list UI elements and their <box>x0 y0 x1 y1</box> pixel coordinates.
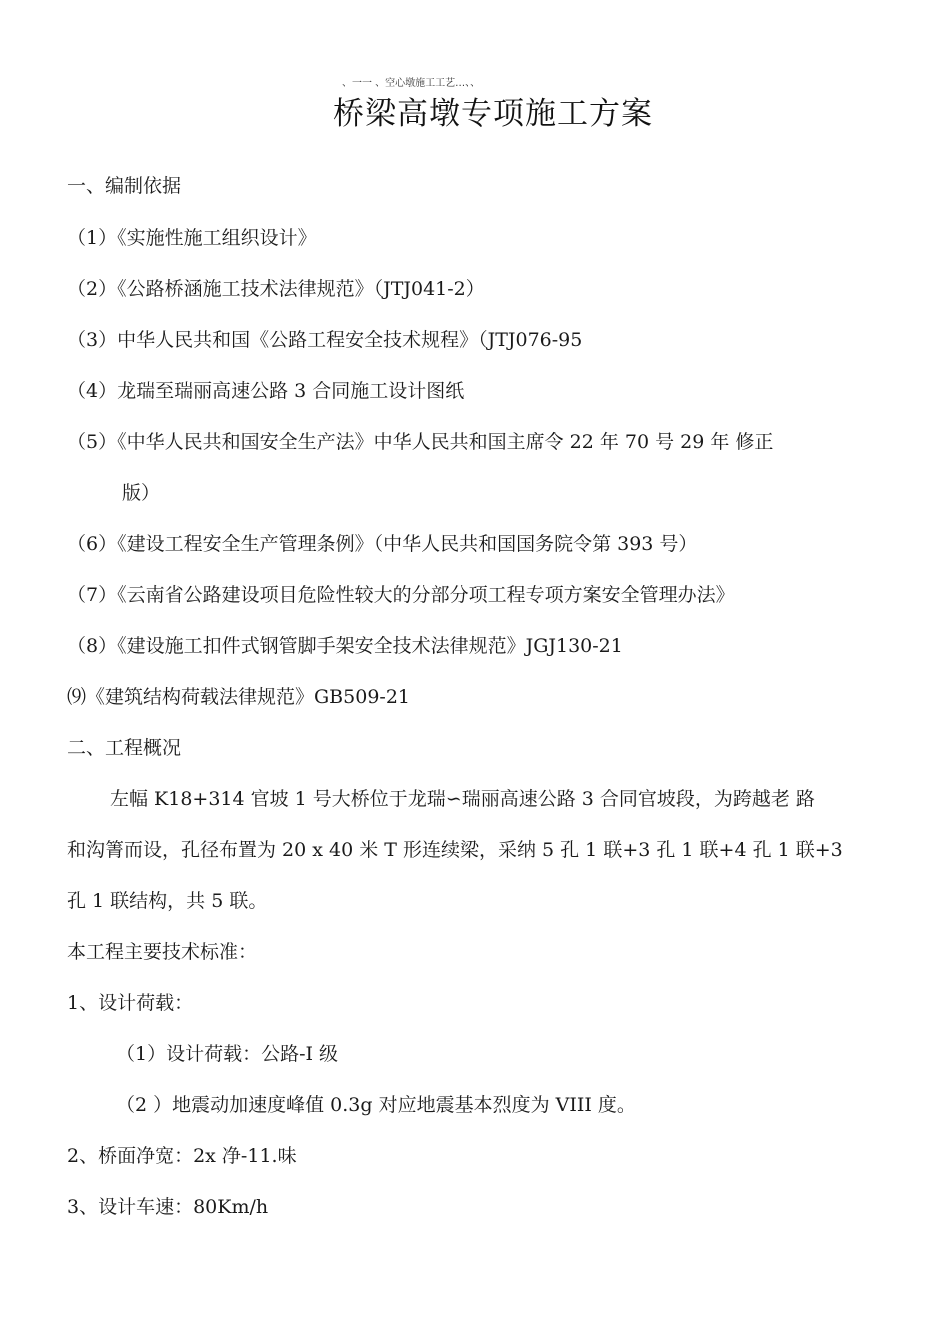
overview-para-line-1: 左幅 K18+314 官坡 1 号大桥位于龙瑞∽瑞丽高速公路 3 合同官坡段，为跨越老 路 <box>110 788 815 810</box>
basis-item-6: （6）《建设工程安全生产管理条例》（中华人民共和国国务院令第 393 号） <box>67 533 698 555</box>
standards-heading: 本工程主要技术标准： <box>67 941 258 963</box>
section-heading-overview: 二、工程概况 <box>67 737 182 759</box>
design-load-item-2: （2 ）地震动加速度峰值 0.3g 对应地震基本烈度为 VIII 度。 <box>116 1094 636 1116</box>
document-title: 桥梁高墩专项施工方案 <box>333 96 653 132</box>
basis-item-5: （5）《中华人民共和国安全生产法》中华人民共和国主席令 22 年 70 号 29 年 修正 <box>67 431 774 453</box>
design-speed: 3、设计车速：80Km/h <box>67 1196 269 1218</box>
overview-para-line-3: 孔 1 联结构，共 5 联。 <box>67 890 268 912</box>
basis-item-5-continued: 版） <box>122 482 161 504</box>
overview-para-line-2: 和沟箐而设，孔径布置为 20 x 40 米 T 形连续梁，采纳 5 孔 1 联+3 孔 1 联+4 孔 1 联+3 <box>67 839 843 861</box>
design-load-heading: 1、设计荷载： <box>67 992 194 1014</box>
deck-width: 2、桥面净宽：2x 净-11.味 <box>67 1145 297 1167</box>
design-load-item-1: （1）设计荷载：公路-I 级 <box>116 1043 339 1065</box>
basis-item-8: （8）《建设施工扣件式钢管脚手架安全技术法律规范》JGJ130-21 <box>67 635 623 657</box>
section-heading-basis: 一、编制依据 <box>67 175 182 197</box>
header-note: 、一一 、空心墩施工工艺…、、 <box>342 78 481 89</box>
basis-item-1: （1）《实施性施工组织设计》 <box>67 227 317 249</box>
basis-item-7: （7）《云南省公路建设项目危险性较大的分部分项工程专项方案安全管理办法》 <box>67 584 735 606</box>
basis-item-4: （4）龙瑞至瑞丽高速公路 3 合同施工设计图纸 <box>67 380 465 402</box>
basis-item-9: ⑼《建筑结构荷载法律规范》GB509-21 <box>67 686 411 708</box>
basis-item-3: （3）中华人民共和国《公路工程安全技术规程》（JTJ076-95 <box>67 329 583 351</box>
basis-item-2: （2）《公路桥涵施工技术法律规范》（JTJ041-2） <box>67 278 485 300</box>
